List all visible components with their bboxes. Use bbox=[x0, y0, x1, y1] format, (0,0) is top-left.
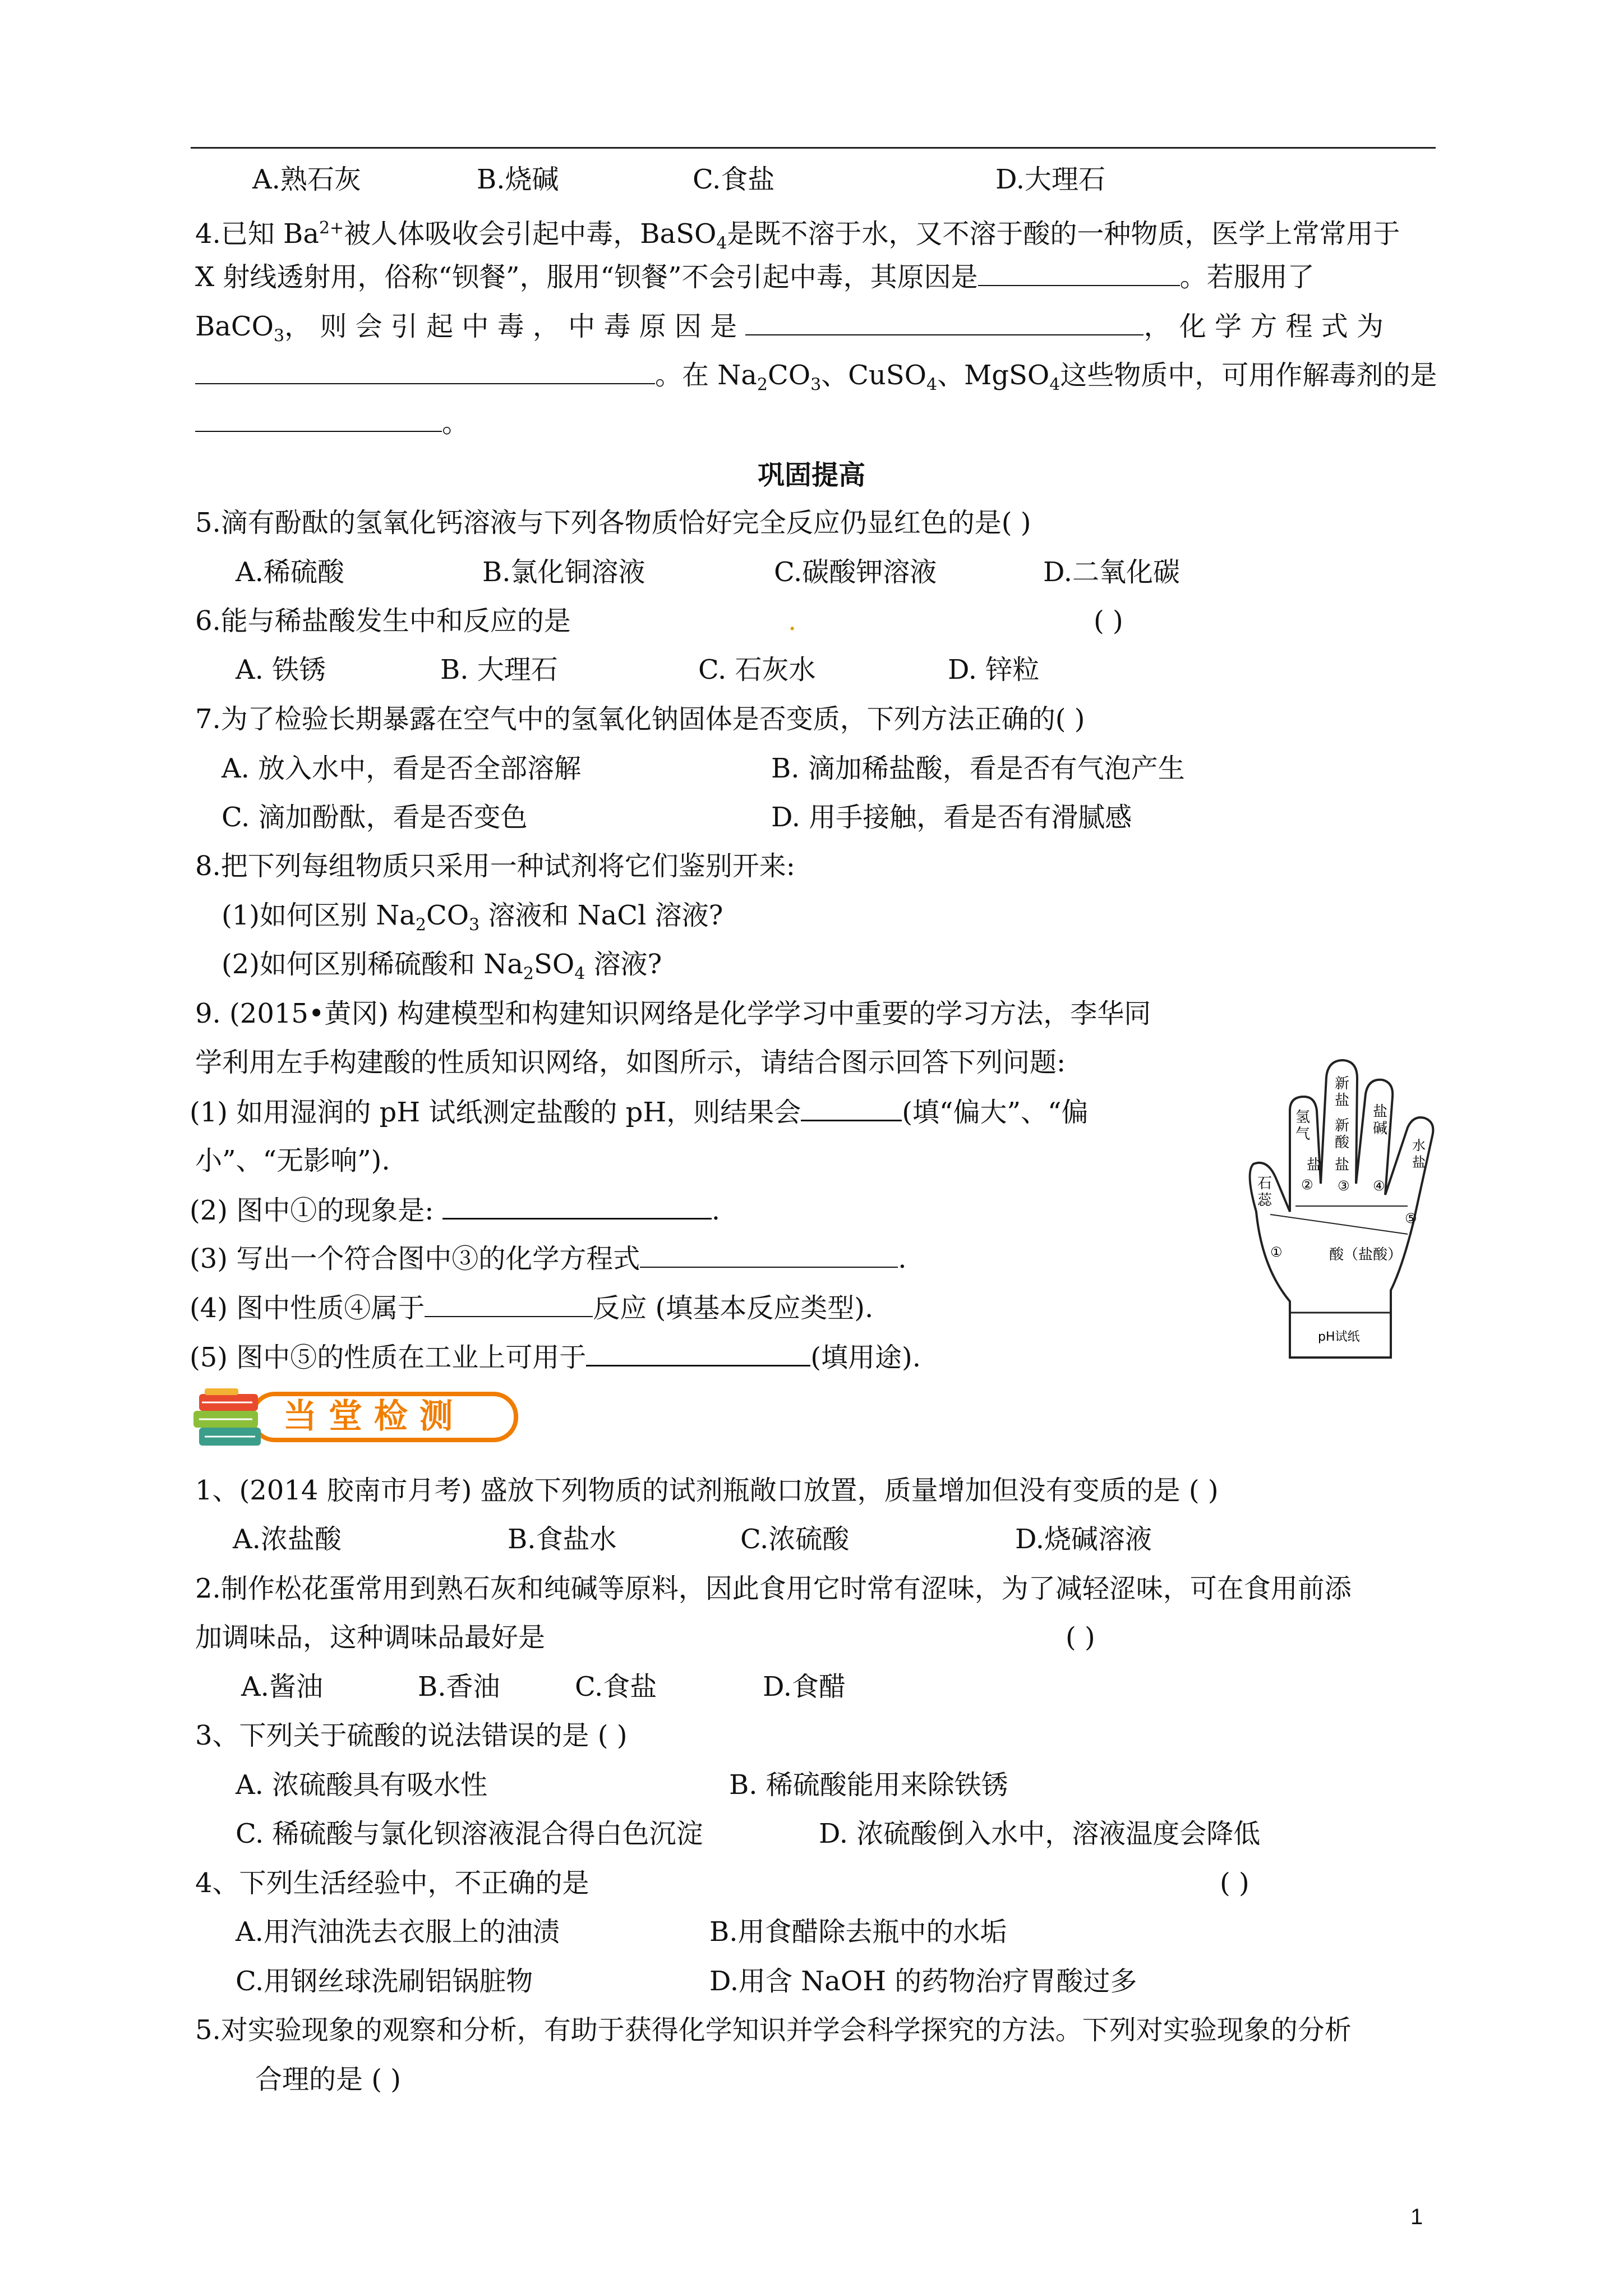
q9-blank-1[interactable] bbox=[801, 1094, 902, 1121]
finger-2-label: 新盐新酸 bbox=[1335, 1075, 1350, 1151]
q4-line-1: 4.已知 $Ba^{2+}$被人体吸收会引起中毒，BaSO$_4$是既不溶于水，又不溶于酸的一种物质，医学上常常用于 bbox=[195, 218, 1400, 254]
q5-stem: 5.滴有酚酞的氢氧化钙溶液与下列各物质恰好完全反应仍显红色的是( ) bbox=[195, 507, 1031, 539]
q7-stem: 7.为了检验长期暴露在空气中的氢氧化钠固体是否变质，下列方法正确的( ) bbox=[195, 703, 1085, 735]
q8-stem: 8.把下列每组物质只采用一种试剂将它们鉴别开来: bbox=[195, 850, 795, 882]
q6-option-c: C. 石灰水 bbox=[698, 654, 816, 685]
wrist-label: pH试纸 bbox=[1318, 1330, 1360, 1344]
t2-option-c: C.食盐 bbox=[575, 1671, 657, 1703]
q9-blank-4[interactable] bbox=[425, 1290, 593, 1317]
q9-blank-2[interactable] bbox=[442, 1192, 712, 1220]
t4-option-a: A.用汽油洗去衣服上的油渍 bbox=[236, 1916, 560, 1948]
q6-option-b: B. 大理石 bbox=[440, 654, 558, 685]
t2-answer-paren: ( ) bbox=[1066, 1622, 1095, 1653]
circled-5: ⑤ bbox=[1405, 1211, 1417, 1226]
q5-option-d: D.二氧化碳 bbox=[1043, 556, 1181, 588]
q5-option-a: A.稀硫酸 bbox=[236, 556, 344, 588]
circled-2: ② bbox=[1301, 1177, 1313, 1193]
t4-stem: 4、下列生活经验中，不正确的是 bbox=[195, 1867, 589, 1899]
circled-1: ① bbox=[1270, 1244, 1283, 1260]
finger-4-label: 水盐 bbox=[1412, 1138, 1426, 1170]
q6-option-d: D. 锌粒 bbox=[948, 654, 1040, 685]
q6-answer-paren: ( ) bbox=[1094, 605, 1123, 637]
q4-line-5: 。 bbox=[195, 405, 469, 441]
t1-option-d: D.烧碱溶液 bbox=[1015, 1524, 1152, 1555]
t3-option-d: D. 浓硫酸倒入水中，溶液温度会降低 bbox=[819, 1818, 1261, 1849]
q8-sub-2: (2)如何区别稀硫酸和 $Na_2SO_4$ 溶液? bbox=[222, 949, 662, 984]
q9-blank-3[interactable] bbox=[640, 1241, 898, 1268]
q9-part-4: (4) 图中性质④属于 反应 (填基本反应类型). bbox=[190, 1290, 873, 1326]
header-rule bbox=[191, 147, 1436, 149]
q9-blank-5[interactable] bbox=[586, 1339, 810, 1366]
q9-part-5: (5) 图中⑤的性质在工业上可用于 (填用途). bbox=[190, 1339, 921, 1375]
q4-line-4: 。在 $Na_2CO_3$、CuSO$_4$、MgSO$_4$这些物质中，可用作解毒剂的是 bbox=[195, 357, 1437, 403]
t2-option-b: B.香油 bbox=[418, 1671, 500, 1703]
q6-stem: 6.能与稀盐酸发生中和反应的是 bbox=[195, 605, 571, 637]
q8-sub-1: (1)如何区别 $Na_2CO_3$ 溶液和 NaCl 溶液? bbox=[222, 900, 723, 935]
q9-part-1-cont: 小”、“无影响”). bbox=[195, 1145, 390, 1176]
q7-option-a: A. 放入水中，看是否全部溶解 bbox=[222, 753, 582, 784]
t4-option-d: D.用含 NaOH 的药物治疗胃酸过多 bbox=[709, 1966, 1137, 1997]
circled-4: ④ bbox=[1373, 1178, 1385, 1194]
q9-line-2: 学利用左手构建酸的性质知识网络，如图所示，请结合图示回答下列问题: bbox=[195, 1047, 1066, 1078]
q4-line-2: X 射线透射用，俗称“钡餐”，服用“钡餐”不会引起中毒，其原因是 。若服用了 bbox=[195, 259, 1315, 295]
q4-blank-poison-reason[interactable] bbox=[745, 309, 1144, 335]
q7-option-c: C. 滴加酚酞，看是否变色 bbox=[222, 802, 528, 833]
thumb-label: 石蕊 bbox=[1257, 1175, 1272, 1209]
page-number: 1 bbox=[1410, 2205, 1423, 2229]
section-title: 巩固提高 bbox=[757, 459, 865, 491]
q7-option-b: B. 滴加稀盐酸，看是否有气泡产生 bbox=[771, 753, 1185, 784]
section-banner bbox=[191, 1377, 527, 1461]
q9-line-1: 9. (2015•黄冈) 构建模型和构建知识网络是化学学习中重要的学习方法，李华同 bbox=[195, 998, 1151, 1029]
q3-option-d: D.大理石 bbox=[995, 164, 1106, 195]
t4-option-c: C.用钢丝球洗刷铝锅脏物 bbox=[236, 1966, 533, 1997]
t4-answer-paren: ( ) bbox=[1220, 1867, 1249, 1899]
t4-option-b: B.用食醋除去瓶中的水垢 bbox=[709, 1916, 1007, 1948]
finger-1-label: 氢气 bbox=[1295, 1109, 1311, 1143]
q4-blank-reason[interactable] bbox=[978, 259, 1180, 286]
t3-option-b: B. 稀硫酸能用来除铁锈 bbox=[729, 1769, 1008, 1801]
finger-2-salt: 盐 bbox=[1335, 1157, 1350, 1174]
t1-option-b: B.食盐水 bbox=[508, 1524, 617, 1555]
t1-option-c: C.浓硫酸 bbox=[740, 1524, 850, 1555]
q5-option-c: C.碳酸钾溶液 bbox=[774, 556, 937, 588]
t1-stem: 1、(2014 胶南市月考) 盛放下列物质的试剂瓶敞口放置，质量增加但没有变质的是 ( ) bbox=[195, 1475, 1219, 1506]
t2-option-a: A.酱油 bbox=[241, 1671, 323, 1703]
q7-option-d: D. 用手接触，看是否有滑腻感 bbox=[771, 802, 1132, 833]
t5-line-1: 5.对实验现象的观察和分析，有助于获得化学知识并学会科学探究的方法。下列对实验现象的分析 bbox=[195, 2014, 1352, 2046]
t3-option-c: C. 稀硫酸与氯化钡溶液混合得白色沉淀 bbox=[236, 1818, 703, 1849]
q5-option-b: B.氯化铜溶液 bbox=[482, 556, 645, 588]
t3-stem: 3、下列关于硫酸的说法错误的是 ( ) bbox=[195, 1720, 628, 1751]
finger-1-salt: 盐 bbox=[1307, 1157, 1322, 1174]
q6-option-a: A. 铁锈 bbox=[236, 654, 326, 685]
palm-label: 酸（盐酸） bbox=[1329, 1246, 1403, 1263]
acid-property-hand-diagram bbox=[1223, 1043, 1469, 1374]
q9-part-2: (2) 图中①的现象是: . bbox=[190, 1192, 720, 1228]
circled-3: ③ bbox=[1338, 1178, 1350, 1194]
q6-dot: . bbox=[788, 605, 797, 637]
q9-part-1: (1) 如用湿润的 pH 试纸测定盐酸的 pH，则结果会 (填“偏大”、“偏 bbox=[190, 1094, 1089, 1130]
banner-text: 当 堂 检 测 bbox=[283, 1397, 453, 1436]
q4-line-3: BaCO$_3$， 则 会 引 起 中 毒 ， 中 毒 原 因 是 ， 化 学 方 程 式 为 bbox=[195, 309, 1384, 355]
books-icon bbox=[193, 1388, 261, 1446]
t5-line-2: 合理的是 ( ) bbox=[255, 2064, 401, 2095]
t3-option-a: A. 浓硫酸具有吸水性 bbox=[236, 1769, 488, 1801]
t2-option-d: D.食醋 bbox=[763, 1671, 846, 1703]
q3-option-a: A.熟石灰 bbox=[252, 164, 361, 195]
q3-option-c: C.食盐 bbox=[693, 164, 775, 195]
finger-3-label: 盐碱 bbox=[1373, 1103, 1388, 1137]
q4-blank-equation[interactable] bbox=[195, 357, 655, 384]
t2-line-2: 加调味品，这种调味品最好是 bbox=[195, 1622, 546, 1653]
t1-option-a: A.浓盐酸 bbox=[233, 1524, 342, 1555]
q4-blank-antidote[interactable] bbox=[195, 405, 442, 432]
t2-line-1: 2.制作松花蛋常用到熟石灰和纯碱等原料，因此食用它时常有涩味，为了减轻涩味，可在食用前添 bbox=[195, 1573, 1352, 1604]
q9-part-3: (3) 写出一个符合图中③的化学方程式 . bbox=[190, 1241, 907, 1277]
q3-option-b: B.烧碱 bbox=[477, 164, 559, 195]
